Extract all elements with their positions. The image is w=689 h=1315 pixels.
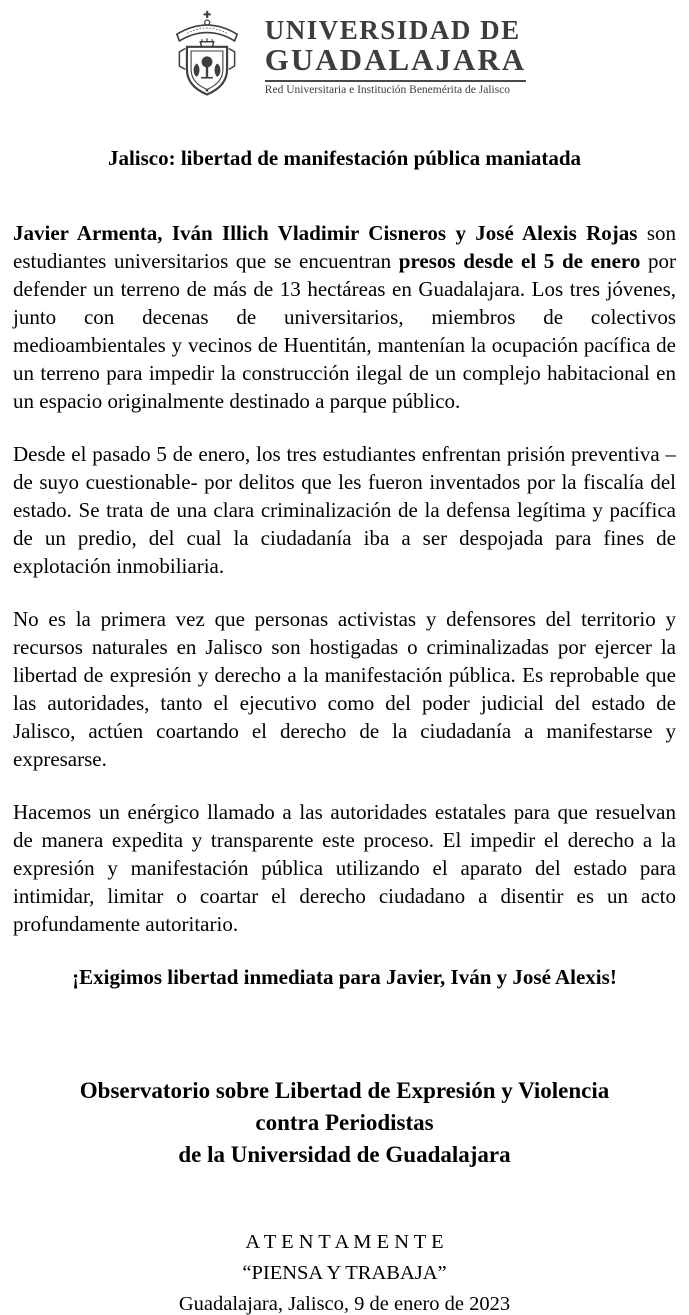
signature-line-3: de la Universidad de Guadalajara — [178, 1142, 511, 1168]
closing-motto: “PIENSA Y TRABAJA” — [242, 1262, 447, 1285]
document-body — [13, 219, 676, 991]
letterhead — [13, 8, 676, 102]
paragraph-3: No es la primera vez que personas activistas y defensores del territorio y recursos naturales en Jalisco son hostigadas o criminalizadas por ejercer la libertad de expresión y derecho a la manifestación pública. Es reprobable que las autoridades, tanto el ejecutivo como del poder judicial del estado de Jalisco, actúen coartando el derecho de la ciudadanía a manifestarse y expresarse. — [13, 607, 676, 772]
paragraph-1: Javier Armenta, Iván Illich Vladimir Cisneros y José Alexis Rojas son estudiantes universitarios que se encuentran presos desde el 5 de enero por defender un terreno de más de 13 hectáreas en Guadalajara. Los tres jóvenes, junto con decenas de universitarios, miembros de colectivos medioambientales y vecinos de Huentitán, mantenían la ocupación pacífica de un terreno para impedir la construcción ilegal de un complejo habitacional en un espacio originalmente destinado a parque público. — [13, 221, 676, 414]
udg-coat-of-arms-icon — [163, 10, 251, 102]
signature-block — [13, 1075, 676, 1171]
document-title: Jalisco: libertad de manifestación pública maniatada — [107, 146, 582, 170]
paragraph-4: Hacemos un enérgico llamado a las autoridades estatales para que resuelvan de manera expedita y transparente este proceso. El impedir el derecho a la expresión y manifestación pública utilizando el aparato del estado para intimidar, limitar o coartar el derecho ciudadano a disentir es un acto profundamente autoritario. — [13, 800, 676, 937]
institution-name-line1: UNIVERSIDAD DE — [264, 15, 521, 46]
letterhead-divider — [265, 80, 526, 82]
letterhead-text — [265, 16, 526, 96]
institution-name-line2: GUADALAJARA — [264, 42, 527, 78]
paragraph-2: Desde el pasado 5 de enero, los tres estudiantes enfrentan prisión preventiva –de suyo cuestionable- por delitos que les fueron inventados por la fiscalía del estado. Se trata de una clara criminalización de la defensa legítima y pacífica de un predio, del cual la ciudadanía iba a ser despojada para fines de explotación inmobiliaria. — [13, 442, 676, 579]
signature-line-2: contra Periodistas — [255, 1110, 434, 1136]
closing-salutation: A T E N T A M E N T E — [245, 1231, 444, 1254]
closing-dateline: Guadalajara, Jalisco, 9 de enero de 2023 — [178, 1293, 511, 1315]
signature-line-1: Observatorio sobre Libertad de Expresión y Violencia — [79, 1078, 610, 1104]
closing-block — [13, 1227, 676, 1315]
institution-tagline: Red Universitaria e Institución Benemérita de Jalisco — [264, 83, 511, 96]
demand-statement: ¡Exigimos libertad inmediata para Javier, Iván y José Alexis! — [72, 965, 617, 990]
